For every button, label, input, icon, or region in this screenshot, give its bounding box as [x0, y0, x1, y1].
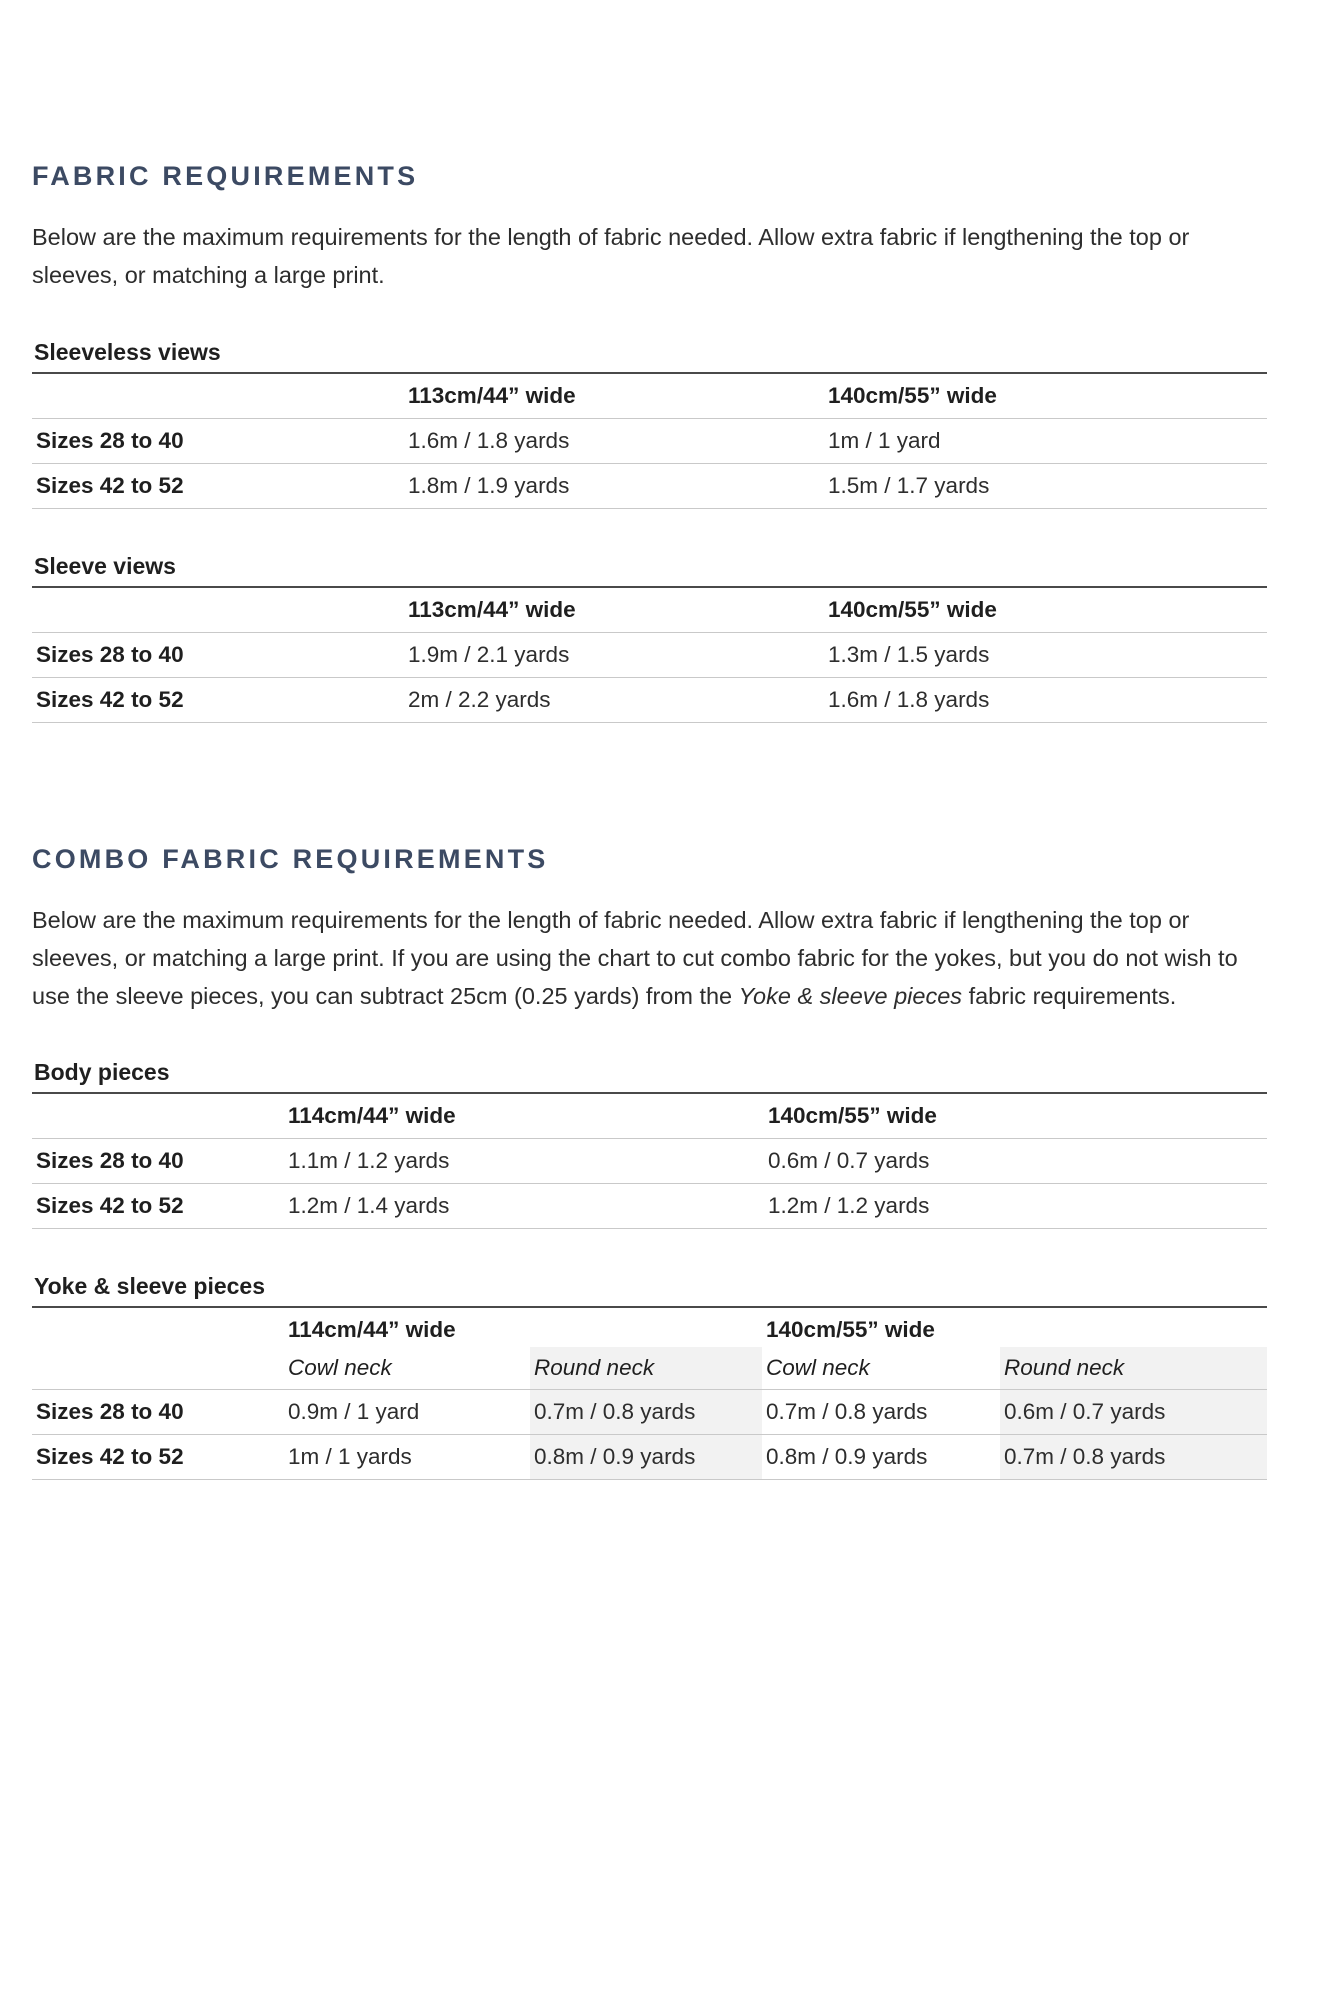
table-subheader-row [32, 1347, 1267, 1390]
cell-114-round-sizes-42-52: 0.8m / 0.9 yards [530, 1435, 762, 1480]
column-header-width-140: 140cm/55” wide [824, 587, 1267, 633]
subheader-114-cowl-neck: Cowl neck [284, 1347, 530, 1390]
cell-114-sizes-28-40: 1.1m / 1.2 yards [284, 1139, 764, 1184]
combo-intro-part1: Below are the maximum requirements for the length of fabric needed. Allow extra fabric if lengthening the top or sleeves, or matching a large print. If you are using the chart to cut combo fabric for the yokes, but you do not wish to use the sleeve pieces, you can subtract 25cm (0.25 yards) from the [32, 906, 1238, 1010]
cell-113-sizes-42-52: 1.8m / 1.9 yards [404, 463, 824, 508]
row-header-sizes-28-40: Sizes 28 to 40 [32, 632, 404, 677]
cell-113-sizes-28-40: 1.6m / 1.8 yards [404, 418, 824, 463]
table-header-row [32, 587, 1267, 633]
section-spacer [32, 723, 1277, 843]
cell-140-sizes-28-40: 1m / 1 yard [824, 418, 1267, 463]
table-row [32, 677, 1267, 722]
cell-113-sizes-42-52: 2m / 2.2 yards [404, 677, 824, 722]
combo-requirements-intro [32, 901, 1262, 1015]
column-header-sizes [32, 373, 404, 419]
cell-140-round-sizes-28-40: 0.6m / 0.7 yards [1000, 1390, 1267, 1435]
row-header-sizes-42-52: Sizes 42 to 52 [32, 677, 404, 722]
cell-140-cowl-sizes-42-52: 0.8m / 0.9 yards [762, 1435, 1000, 1480]
subheader-140-cowl-neck: Cowl neck [762, 1347, 1000, 1390]
cell-114-cowl-sizes-42-52: 1m / 1 yards [284, 1435, 530, 1480]
sleeveless-views-caption: Sleeveless views [34, 338, 221, 365]
cell-114-cowl-sizes-28-40: 0.9m / 1 yard [284, 1390, 530, 1435]
document-content [32, 160, 1277, 1480]
fabric-requirements-intro: Below are the maximum requirements for the length of fabric needed. Allow extra fabric if lengthening the top or sleeves, or matching a large print. [32, 224, 1190, 289]
table-row [32, 418, 1267, 463]
subheader-blank [32, 1347, 284, 1390]
cell-114-round-sizes-28-40: 0.7m / 0.8 yards [530, 1390, 762, 1435]
column-group-header-width-114: 114cm/44” wide [284, 1307, 762, 1347]
column-header-width-140: 140cm/55” wide [764, 1093, 1267, 1139]
combo-intro-part2: fabric requirements. [962, 983, 1177, 1010]
row-header-sizes-28-40: Sizes 28 to 40 [32, 418, 404, 463]
page-title: FABRIC REQUIREMENTS [32, 161, 419, 191]
sleeve-views-table [32, 586, 1267, 723]
table-row [32, 1184, 1267, 1229]
combo-section-title: COMBO FABRIC REQUIREMENTS [32, 843, 549, 874]
yoke-sleeve-pieces-table-block [32, 1273, 1277, 1480]
column-header-width-113: 113cm/44” wide [404, 373, 824, 419]
body-pieces-table-block [32, 1059, 1277, 1229]
body-pieces-caption: Body pieces [34, 1059, 170, 1086]
table-row [32, 1435, 1267, 1480]
sleeve-views-table-block [32, 553, 1277, 723]
row-header-sizes-42-52: Sizes 42 to 52 [32, 1435, 284, 1480]
row-header-sizes-42-52: Sizes 42 to 52 [32, 1184, 284, 1229]
cell-140-sizes-28-40: 0.6m / 0.7 yards [764, 1139, 1267, 1184]
cell-140-sizes-42-52: 1.5m / 1.7 yards [824, 463, 1267, 508]
cell-140-cowl-sizes-28-40: 0.7m / 0.8 yards [762, 1390, 1000, 1435]
cell-140-round-sizes-42-52: 0.7m / 0.8 yards [1000, 1435, 1267, 1480]
yoke-sleeve-pieces-table [32, 1306, 1267, 1480]
row-header-sizes-42-52: Sizes 42 to 52 [32, 463, 404, 508]
column-group-header-width-140: 140cm/55” wide [762, 1307, 1267, 1347]
column-header-width-114: 114cm/44” wide [284, 1093, 764, 1139]
table-row [32, 1390, 1267, 1435]
subheader-114-round-neck: Round neck [530, 1347, 762, 1390]
row-header-sizes-28-40: Sizes 28 to 40 [32, 1139, 284, 1184]
table-header-row [32, 1093, 1267, 1139]
cell-140-sizes-42-52: 1.2m / 1.2 yards [764, 1184, 1267, 1229]
combo-intro-emphasis: Yoke & sleeve pieces [738, 983, 963, 1010]
table-group-header-row [32, 1307, 1267, 1347]
sleeveless-views-table-block [32, 339, 1277, 509]
table-row [32, 463, 1267, 508]
table-row [32, 1139, 1267, 1184]
table-header-row [32, 373, 1267, 419]
row-header-sizes-28-40: Sizes 28 to 40 [32, 1390, 284, 1435]
table-row [32, 632, 1267, 677]
subheader-140-round-neck: Round neck [1000, 1347, 1267, 1390]
cell-113-sizes-28-40: 1.9m / 2.1 yards [404, 632, 824, 677]
cell-114-sizes-42-52: 1.2m / 1.4 yards [284, 1184, 764, 1229]
yoke-sleeve-pieces-caption: Yoke & sleeve pieces [34, 1273, 265, 1300]
cell-140-sizes-42-52: 1.6m / 1.8 yards [824, 677, 1267, 722]
column-header-sizes [32, 587, 404, 633]
sleeve-views-caption: Sleeve views [34, 552, 176, 579]
column-header-width-113: 113cm/44” wide [404, 587, 824, 633]
column-header-sizes [32, 1093, 284, 1139]
column-header-sizes [32, 1307, 284, 1347]
column-header-width-140: 140cm/55” wide [824, 373, 1267, 419]
body-pieces-table [32, 1092, 1267, 1229]
sleeveless-views-table [32, 372, 1267, 509]
cell-140-sizes-28-40: 1.3m / 1.5 yards [824, 632, 1267, 677]
